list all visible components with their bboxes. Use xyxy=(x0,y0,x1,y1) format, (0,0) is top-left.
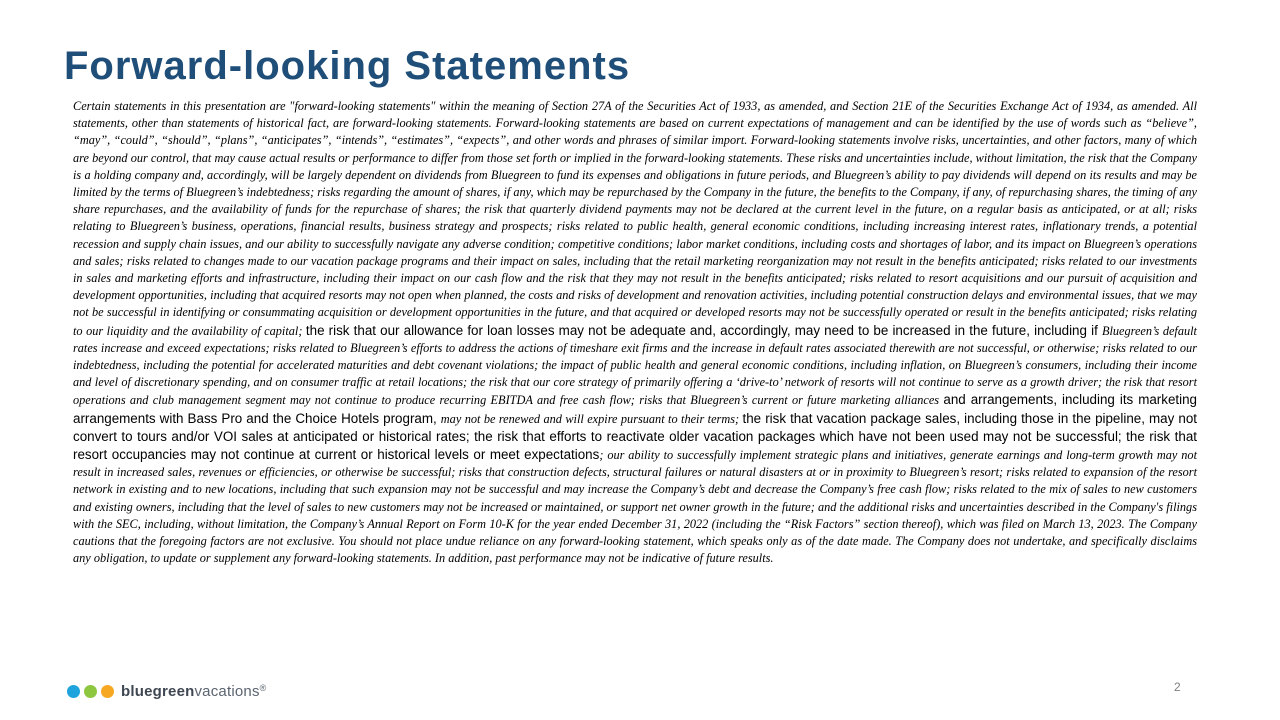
text-run: ; our ability to successfully implement strategic plans and initiatives, generate earnings and long-term growth may not result in increased sales, revenues or efficiencies, or otherwise be successful; risks that construction defects, structural failures or natural disasters at or in proximity to Bluegreen’s resort; risks related to expansion of the resort network in existing and to new locations, including that such expansion may not be successful and may increase the Company’s debt and decrease the Company’s free cash flow; risks related to the mix of sales to new customers and existing owners, including that the level of sales to new customers may not be increased or maintained, or support net owner growth in the future; and the additional risks and uncertainties described in the Company's filings with the SEC, including, without limitation, the Company’s Annual Report on Form 10-K for the year ended December 31, 2022 (including the “Risk Factors” section thereof), which was filed on March 13, 2023. The Company cautions that the foregoing factors are not exclusive. You should not place undue reliance on any forward-looking statement, which speaks only as of the date made. The Company does not undertake, and specifically disclaims any obligation, to update or supplement any forward-looking statements. In addition, past performance may not be indicative of future results. xyxy=(73,448,1197,566)
page-title: Forward-looking Statements xyxy=(64,44,631,88)
forward-looking-statements-text xyxy=(73,98,1197,567)
logo-dot-orange xyxy=(101,685,114,698)
registered-mark: ® xyxy=(259,682,267,693)
text-run: Certain statements in this presentation are "forward-looking statements" within the meaning of Section 27A of the Securities Act of 1933, as amended, and Section 21E of the Securities Exchange Act of 1934, as amended. All statements, other than statements of historical fact, are forward-looking statements. Forward-looking statements are based on current expectations of management and can be identified by the use of words such as “believe”, “may”, “could”, “should”, “plans”, “anticipates”, “intends”, “estimates”, “expects”, and other words and phrases of similar import. Forward-looking statements involve risks, uncertainties, and other factors, many of which are beyond our control, that may cause actual results or performance to differ from those set forth or implied in the forward-looking statements. These risks and uncertainties include, without limitation, the risk that the Company is a holding company and, accordingly, will be largely dependent on dividends from Bluegreen to fund its expenses and obligations in future periods, and Bluegreen’s ability to pay dividends will depend on its results and may be limited by the terms of Bluegreen’s indebtedness; risks regarding the amount of shares, if any, which may be repurchased by the Company in the future, the benefits to the Company, if any, of repurchasing shares, the timing of any share repurchases, and the availability of funds for the repurchase of shares; the risk that quarterly dividend payments may not be declared at the current level in the future, on a regular basis as anticipated, or at all; risks relating to Bluegreen’s business, operations, financial results, business strategy and prospects; risks related to public health, general economic conditions, including increasing interest rates, inflationary trends, a potential recession and supply chain issues, and our ability to successfully navigate any adverse condition; competitive conditions; labor market conditions, including costs and shortages of labor, and its impact on Bluegreen’s operations and sales; risks related to changes made to our vacation package programs and their impact on sales, including that the retail marketing reorganization may not result in the benefits anticipated; risks related to our investments in sales and marketing efforts and infrastructure, including their impact on our cash flow and the risk that they may not result in the benefits anticipated; risks related to resort acquisitions and our pursuit of acquisition and development opportunities, including that acquired resorts may not open when planned, the costs and risks of development and renovation activities, including potential construction delays and environmental issues, that we may not be successful in identifying or consummating acquisition or development opportunities in the future, and that acquired or developed resorts may not be successfully operated or result in the benefits anticipated; risks relating to our liquidity and the availability of capital; xyxy=(73,99,1197,338)
text-run: and arrangements, including its marketing arrangements with Bass Pro and the Choice Hotels program, xyxy=(73,392,1197,426)
bluegreen-vacations-logo xyxy=(67,682,267,700)
logo-dot-blue xyxy=(67,685,80,698)
logo-word-bold: bluegreen xyxy=(121,682,195,700)
logo-dot-green xyxy=(84,685,97,698)
text-run: may not be renewed and will expire pursuant to their terms; xyxy=(440,411,743,426)
text-run: the risk that vacation package sales, including those in the pipeline, may not convert to tours and/or VOI sales at anticipated or historical rates; the risk that efforts to reactivate older vacation packages which have not been used may not be successful; the risk that resort occupancies may not continue at current or historical levels or meet expectations xyxy=(73,410,1197,463)
text-run: Bluegreen’s default rates increase and exceed expectations; risks related to Bluegreen’s efforts to address the actions of timeshare exit firms and the increase in default rates associated therewith are not successful, or otherwise; risks related to our indebtedness, including the potential for accelerated maturities and debt covenant violations; the impact of public health and general economic conditions, including inflation, on Bluegreen’s consumers, including their income and level of discretionary spending, and on consumer traffic at retail locations; the risk that our core strategy of primarily offering a ‘drive-to’ network of resorts will not continue to serve as a growth driver; the risk that resort operations and club management segment may not continue to produce recurring EBITDA and free cash flow; risks that Bluegreen’s current or future marketing alliances xyxy=(73,323,1197,408)
text-run: the risk that our allowance for loan losses may not be adequate and, accordingly, may need to be increased in the future, including if xyxy=(305,322,1102,338)
logo-word-regular: vacations xyxy=(194,682,260,700)
logo-wordmark xyxy=(121,683,267,700)
page-number: 2 xyxy=(1174,680,1181,694)
